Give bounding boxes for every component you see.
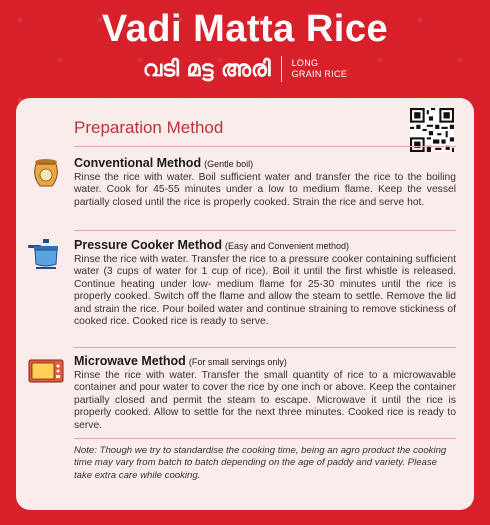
section-heading: Microwave Method [74, 354, 186, 368]
divider-line [74, 347, 456, 348]
product-title: Vadi Matta Rice [101, 8, 389, 50]
divider [281, 56, 282, 82]
section-heading: Pressure Cooker Method [74, 238, 222, 252]
section-heading: Conventional Method [74, 156, 202, 170]
pressure-cooker-icon [28, 236, 64, 272]
pressure-cooker-method [74, 238, 456, 328]
divider-line [74, 230, 456, 231]
microwave-icon [28, 352, 64, 388]
section-subheading: (Gentle boil) [204, 159, 254, 169]
cooking-note: Note: Though we try to standardise the cooking time, being an agro product the cooking time may vary from batch to batch depending on the age of paddy and variety. Please take extra care while cooking. [74, 445, 447, 481]
section-subheading: (For small servings only) [188, 357, 287, 367]
divider-line [74, 438, 456, 439]
preparation-card [16, 98, 474, 510]
grain-type: LONG GRAIN RICE [291, 58, 348, 79]
divider-line [74, 146, 456, 147]
microwave-method [74, 354, 456, 432]
subtitle-row [0, 56, 490, 82]
conventional-method [74, 156, 456, 209]
section-subheading: (Easy and Convenient method) [224, 241, 350, 251]
clay-pot-icon [28, 154, 64, 190]
section-body: Rinse the rice with water. Transfer the small quantity of rice to a microwavable container and pour water to cover the rice by one inch or above. Keep the container partially closed and permit the steam to escape. Microwave it until the rice is properly cooked. Allow to settle for the next three minutes. Cooked rice is ready to serve. [74, 370, 456, 431]
section-body: Rinse the rice with water. Boil sufficient water and transfer the rice to the boiling water. Cook for 45-55 minutes under a low to medium flame. Keep the vessel partially closed until the rice is properly cooked. Strain the rice and serve hot. [74, 172, 456, 208]
card-title: Preparation Method [74, 118, 224, 137]
malayalam-title: വടി മട്ട അരി [142, 56, 271, 82]
section-body: Rinse the rice with water. Transfer the rice to a pressure cooker containing sufficient water (3 cups of water for 1 cup of rice). Boil it until the first whistle is released. Continue heating under low- medium flame for 25-30 minutes until the rice is properly cooked. Switch off the flame and allow the steam to settle. Remove the lid and strain the rice. Pour boiled water and continue straining to remove stickiness of cooked rice. Cooked rice is ready to serve. [74, 254, 456, 328]
